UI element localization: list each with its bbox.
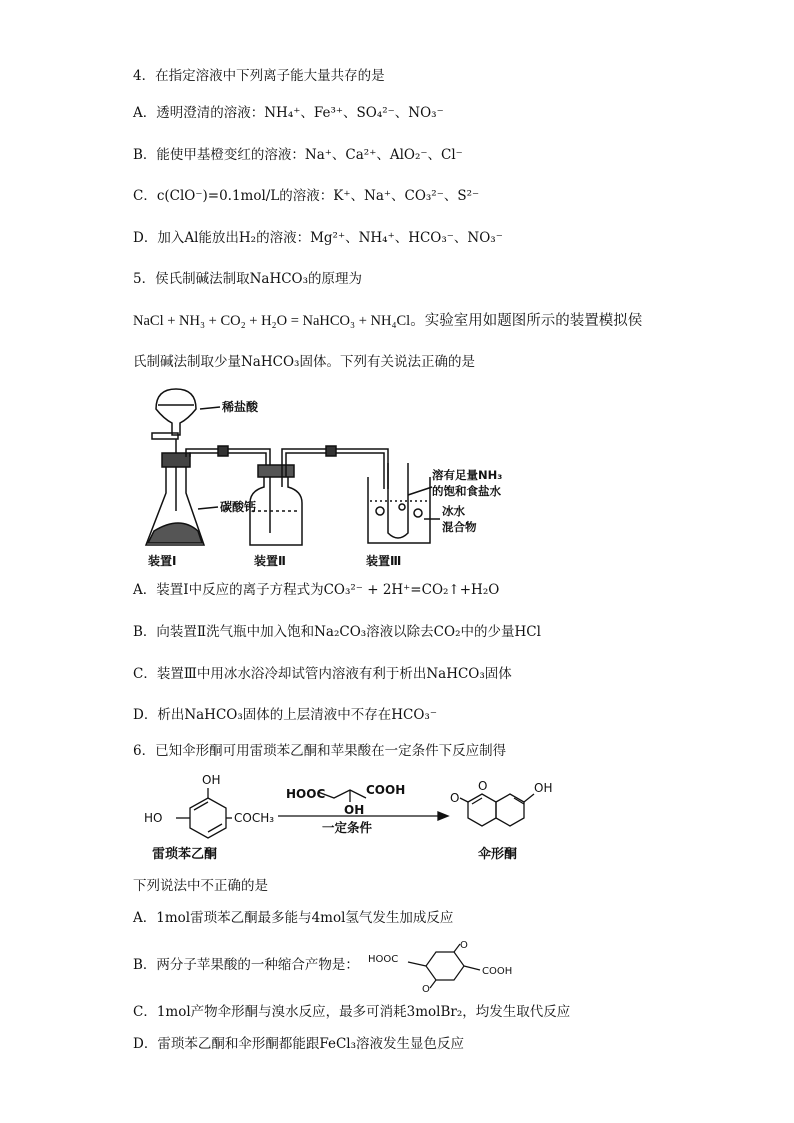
cooh-label: COOH [366,783,406,797]
b-hooc-label: HOOC [368,954,399,965]
q5-option-b: B．向装置Ⅱ洗气瓶中加入饱和Na₂CO₃溶液以除去CO₂中的少量HCl [133,624,541,640]
q4-option-d: D．加入Al能放出H₂的溶液：Mg²⁺、NH₄⁺、HCO₃⁻、NO₃⁻ [133,230,503,246]
acetyl-label: COCH₃ [234,811,275,825]
oxo-label: O [450,791,460,805]
oh-label-top: OH [202,773,221,787]
hooc-label: HOOC [286,787,326,801]
label-caco3: 碳酸钙 [220,500,257,514]
b-cooh-label: COOH [482,966,513,977]
label-device-3: 装置Ⅲ [366,554,402,568]
label-ice-1: 冰水 [442,504,465,518]
oh-label-malic: OH [344,803,365,817]
q6-option-d: D．雷琐苯乙酮和伞形酮都能跟FeCl₃溶液发生显色反应 [133,1036,464,1052]
reactant-name: 雷琐苯乙酮 [152,847,218,862]
b-o-label-top: O [460,940,468,951]
q4-stem: 4．在指定溶液中下列离子能大量共存的是 [133,68,385,84]
q4-option-b: B．能使甲基橙变红的溶液：Na⁺、Ca²⁺、AlO₂⁻、Cl⁻ [133,147,463,163]
q5-stem-line3: 氏制碱法制取少量NaHCO₃固体。下列有关说法正确的是 [133,354,475,370]
q5-option-c: C．装置Ⅲ中用冰水浴冷却试管内溶液有利于析出NaHCO₃固体 [133,666,512,682]
label-brine-2: 的饱和食盐水 [432,484,501,498]
reaction-scheme [138,772,578,868]
label-ice-2: 混合物 [442,520,477,534]
label-device-2: 装置Ⅱ [254,554,286,568]
q5-option-d: D．析出NaHCO₃固体的上层清液中不存在HCO₃⁻ [133,707,437,723]
q5-option-a: A．装置Ⅰ中反应的离子方程式为CO₃²⁻ + 2H⁺=CO₂↑+H₂O [133,582,500,598]
label-dilute-hcl: 稀盐酸 [222,400,259,414]
q6-option-b: B．两分子苹果酸的一种缩合产物是： [133,957,359,973]
condensation-product [368,940,528,992]
q4-option-a: A．透明澄清的溶液：NH₄⁺、Fe³⁺、SO₄²⁻、NO₃⁻ [133,105,444,121]
q6-option-a: A．1mol雷琐苯乙酮最多能与4mol氢气发生加成反应 [133,910,454,926]
product-name: 伞形酮 [478,847,518,862]
q6-stem: 6．已知伞形酮可用雷琐苯乙酮和苹果酸在一定条件下反应制得 [133,743,507,759]
label-device-1: 装置Ⅰ [148,554,177,568]
ho-label: HO [144,811,163,825]
oh-label-product: OH [534,781,553,795]
q4-option-c: C．c(ClO⁻)=0.1mol/L的溶液：K⁺、Na⁺、CO₃²⁻、S²⁻ [133,188,480,204]
q5-equation: NaCl + NH₃ + CO₂ + H₂O = NaHCO₃ + NH₄Cl。实验室用如题图所示的装置模拟侯 [133,313,643,329]
label-brine-1: 溶有足量NH₃ [432,468,503,482]
q6-sub-stem: 下列说法中不正确的是 [133,878,268,894]
ring-oxygen-label: O [478,779,488,793]
q5-stem: 5．侯氏制碱法制取NaHCO₃的原理为 [133,271,363,287]
b-o-label-bottom: O [422,984,430,992]
apparatus-figure [140,383,530,573]
condition-label: 一定条件 [322,820,373,835]
q6-option-c: C．1mol产物伞形酮与溴水反应，最多可消耗3molBr₂，均发生取代反应 [133,1004,571,1020]
